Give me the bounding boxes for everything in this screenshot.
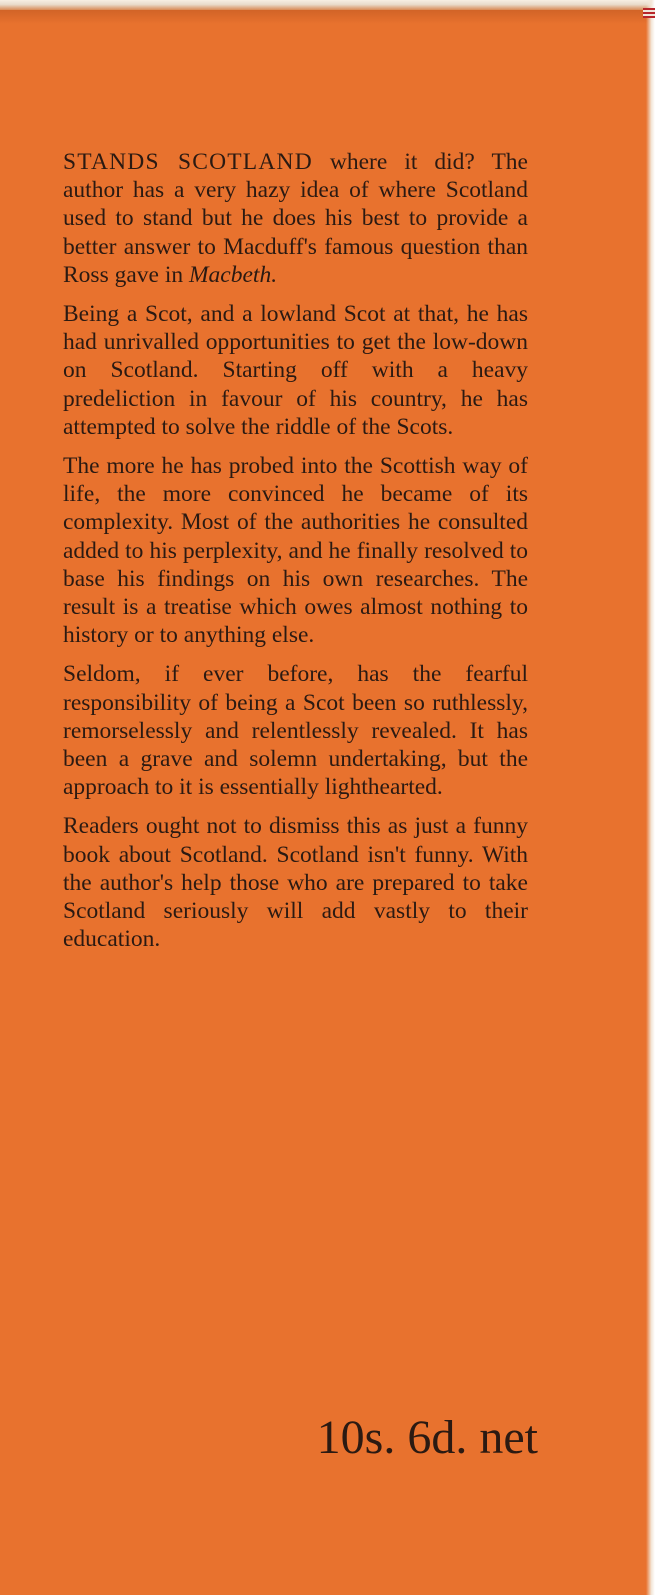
blurb-paragraph-5: Readers ought not to dismiss this as just a funny book about Scotland. Scotland isn't funny. With the author's help those who are prepared to take Scotland seriously will add vastly to their education. <box>63 813 528 953</box>
top-edge <box>0 0 655 10</box>
top-edge-shadow <box>0 10 655 24</box>
price-label: 10s. 6d. net <box>316 1411 538 1464</box>
right-edge <box>646 0 655 1595</box>
binding-mark <box>643 8 655 18</box>
book-title-reference: Macbeth. <box>188 261 278 288</box>
blurb-paragraph-3: The more he has probed into the Scottish way of life, the more convinced he became of its complexity. Most of the authorities he consulted added to his perplexity, and he finally resolved to base his findings on his own researches. The result is a treatise which owes almost nothing to history or to anything else. <box>63 453 528 649</box>
blurb-paragraph-1 <box>63 148 528 289</box>
blurb-text <box>63 148 528 964</box>
blurb-paragraph-4: Seldom, if ever before, has the fearful responsibility of being a Scot been so ruthlessly, remorselessly and relentlessly revealed. It has been a grave and solemn undertaking, but the approach to it is essentially lighthearted. <box>63 661 528 801</box>
blurb-paragraph-2: Being a Scot, and a lowland Scot at that, he has had unrivalled opportunities to get the low-down on Scotland. Starting off with a heavy predeliction in favour of his country, he has attempted to solve the riddle of the Scots. <box>63 301 528 440</box>
blurb-paragraph-1-text: where it did? The author has a very hazy idea of where Scotland used to stand but he does his best to provide a better answer to Macduff's famous question than Ross gave in <box>63 149 528 288</box>
blurb-lead: STANDS SCOTLAND <box>63 149 313 175</box>
